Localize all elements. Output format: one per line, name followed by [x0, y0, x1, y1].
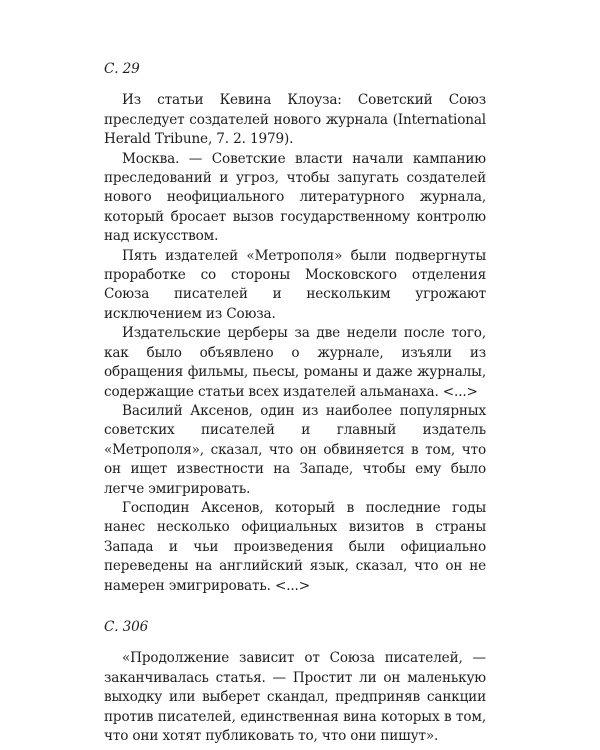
page-reference: С. 29 — [104, 61, 140, 77]
section-1 — [104, 60, 486, 596]
paragraph: Москва. — Советские власти начали кампанию преследований и угроз, чтобы запугать создателей нового неофициального литературного журнала, который бросает вызов государственному контролю над искусством. — [104, 150, 486, 245]
section-gap — [104, 596, 486, 618]
page-body — [104, 60, 486, 746]
page-reference: С. 306 — [104, 618, 149, 635]
paragraph: «Продолжение зависит от Союза писателей, — заканчивалась статья. — Простит ли он маленькую выходку или выберет скандал, предприняв санкции против писателей, единственная вина которых в том, что они хотят публиковать то, что они пишут». — [104, 650, 486, 744]
paragraph: Господин Аксенов, который в последние годы нанес несколько официальных визитов в страны Запада и чьи произведения были официально переведены на английский язык, сказал, что он не намерен эмигрировать. <...> — [104, 499, 486, 594]
section-2 — [104, 618, 486, 746]
paragraph: Из статьи Кевина Клоуза: Советский Союз преследует создателей нового журнала (International Herald Tribune, 7. 2. 1979). — [104, 92, 486, 148]
paragraph: Издательские церберы за две недели после того, как было объявлено о журнале, изъяли из обращения фильмы, пьесы, романы и даже журналы, содержащие статьи всех издателей альманаха. <...> — [104, 325, 486, 400]
paragraph: Пять издателей «Метрополя» были подвергнуты проработке со стороны Московского отделения Союза писателей и нескольким угрожают исключением из Союза. — [104, 247, 486, 322]
paragraph: Василий Аксенов, один из наиболее популярных советских писателей и главный издатель «Метрополя», сказал, что он обвиняется в том, что он ищет известности на Западе, чтобы ему было легче эмигрировать. — [104, 402, 486, 497]
